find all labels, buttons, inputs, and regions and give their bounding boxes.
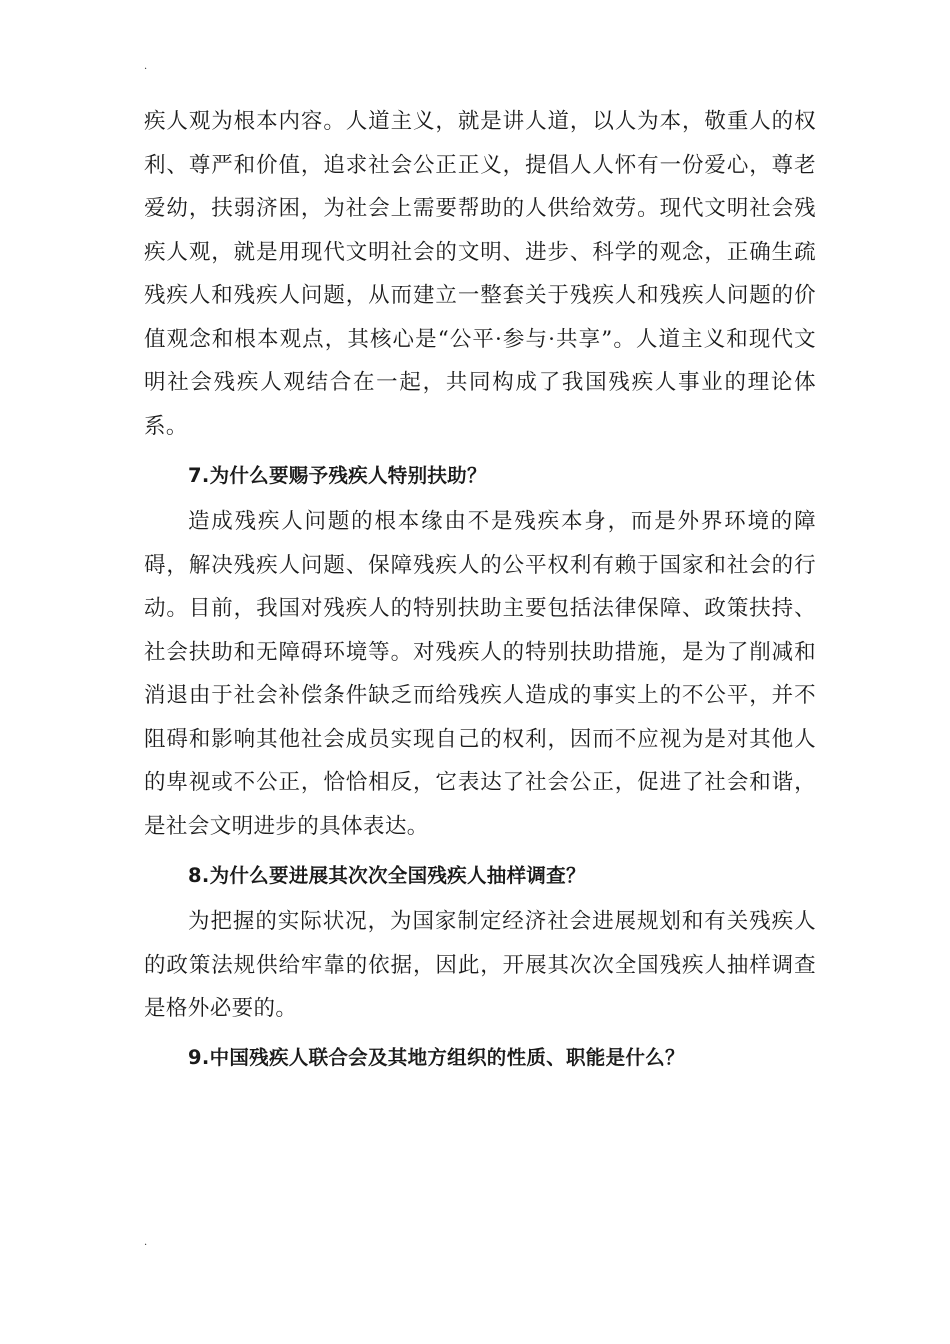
question-7-heading: 7.为什么要赐予残疾人特别扶助？: [188, 463, 487, 487]
continued-paragraph: 疾人观为根本内容。人道主义，就是讲人道，以人为本，敬重人的权利、尊严和价值，追求社会公正正义，提倡人人怀有一份爱心，尊老爱幼，扶弱济困，为社会上需要帮助的人供给效劳。现代文明社会残疾人观，就是用现代文明社会的文明、进步、科学的观念，正确生疏残疾人和残疾人问题，从而建立一整套关于残疾人和残疾人问题的价值观念和根本观点，其核心是“公平·参与·共享”。人道主义和现代文明社会残疾人观结合在一起，共同构成了我国残疾人事业的理论体系。: [144, 109, 816, 439]
answer-8-paragraph: 为把握的实际状况，为国家制定经济社会进展规划和有关残疾人的政策法规供给牢靠的依据，因此，开展其次次全国残疾人抽样调查是格外必要的。: [144, 909, 816, 1021]
question-8-heading: 8.为什么要进展其次次全国残疾人抽样调查？: [188, 863, 586, 887]
bottom-corner-mark: .: [144, 1237, 148, 1248]
page-content: [144, 100, 816, 1083]
question-9-heading: 9.中国残疾人联合会及其地方组织的性质、职能是什么？: [188, 1046, 685, 1070]
answer-7-paragraph: 造成残疾人问题的根本缘由不是残疾本身，而是外界环境的障碍，解决残疾人问题、保障残疾人的公平权利有赖于国家和社会的行动。目前，我国对残疾人的特别扶助主要包括法律保障、政策扶持、社会扶助和无障碍环境等。对残疾人的特别扶助措施，是为了削减和消退由于社会补偿条件缺乏而给残疾人造成的事实上的不公平，并不阻碍和影响其他社会成员实现自己的权利，因而不应视为是对其他人的卑视或不公正，恰恰相反，它表达了社会公正，促进了社会和谐，是社会文明进步的具体表达。: [144, 509, 816, 839]
top-corner-mark: .: [144, 61, 148, 72]
